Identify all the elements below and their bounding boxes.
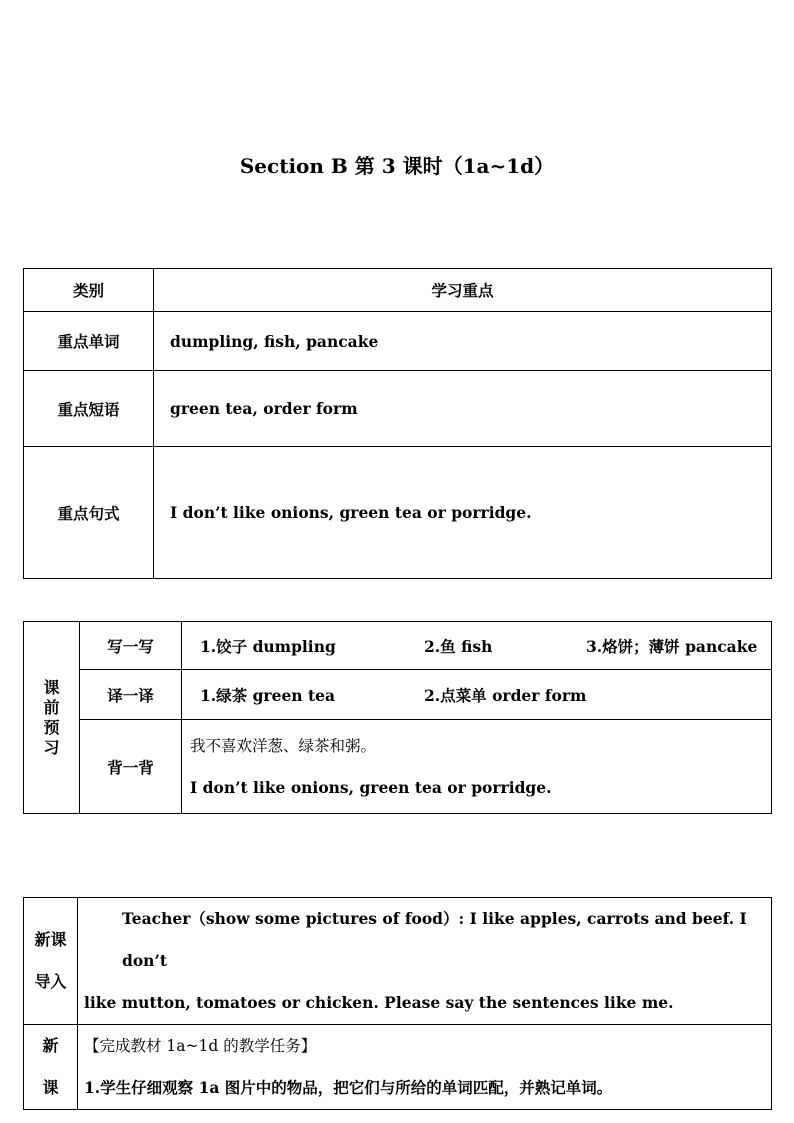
write-item: 2.鱼 fish [424, 636, 493, 656]
row-label-words: 重点单词 [24, 312, 154, 371]
translate-item: 1.绿茶 green tea [200, 685, 336, 705]
recite-line-en: I don’t like onions, green tea or porridge. [190, 777, 552, 797]
intro-line: Teacher（show some pictures of food）: I like apples, carrots and beef. I don’t [122, 909, 747, 970]
write-items [182, 622, 772, 670]
write-label: 写一写 [80, 622, 182, 670]
translate-label: 译一译 [80, 670, 182, 720]
row-content-phrases: green tea, order form [154, 371, 772, 447]
table-row [24, 371, 772, 447]
lesson-table [23, 897, 772, 1110]
page-title: Section B 第 3 课时（1a~1d） [239, 154, 555, 178]
row-label-sentences: 重点句式 [24, 447, 154, 579]
header-category: 类别 [24, 269, 154, 312]
key-points-table [23, 268, 772, 579]
table-header-row [24, 269, 772, 312]
preview-table [23, 621, 772, 814]
header-focus: 学习重点 [154, 269, 772, 312]
intro-content [78, 898, 772, 1025]
write-item: 3.烙饼；薄饼 pancake [586, 636, 758, 656]
translate-items [182, 670, 772, 720]
table-row [24, 447, 772, 579]
new-lesson-content [78, 1025, 772, 1110]
table-row [24, 898, 772, 1025]
recite-label: 背一背 [80, 720, 182, 814]
new-lesson-label: 新 课 [24, 1025, 78, 1110]
translate-item: 2.点菜单 order form [424, 685, 587, 705]
row-label-phrases: 重点短语 [24, 371, 154, 447]
write-item: 1.饺子 dumpling [200, 636, 336, 656]
row-content-words: dumpling, fish, pancake [154, 312, 772, 371]
table-row [24, 1025, 772, 1110]
task-heading: 【完成教材 1a~1d 的教学任务】 [84, 1037, 317, 1055]
table-row [24, 720, 772, 814]
recite-line-cn: 我不喜欢洋葱、绿茶和粥。 [190, 736, 377, 755]
preview-side-label: 课 前 预 习 [24, 622, 80, 814]
intro-line: like mutton, tomatoes or chicken. Please say the sentences like me. [84, 993, 674, 1012]
intro-label: 新课 导入 [24, 898, 78, 1025]
table-row [24, 670, 772, 720]
recite-content [182, 720, 772, 814]
row-content-sentences: I don’t like onions, green tea or porridge. [154, 447, 772, 579]
table-row [24, 622, 772, 670]
table-row [24, 312, 772, 371]
task-item: 1.学生仔细观察 1a 图片中的物品，把它们与所给的单词匹配，并熟记单词。 [84, 1078, 613, 1097]
